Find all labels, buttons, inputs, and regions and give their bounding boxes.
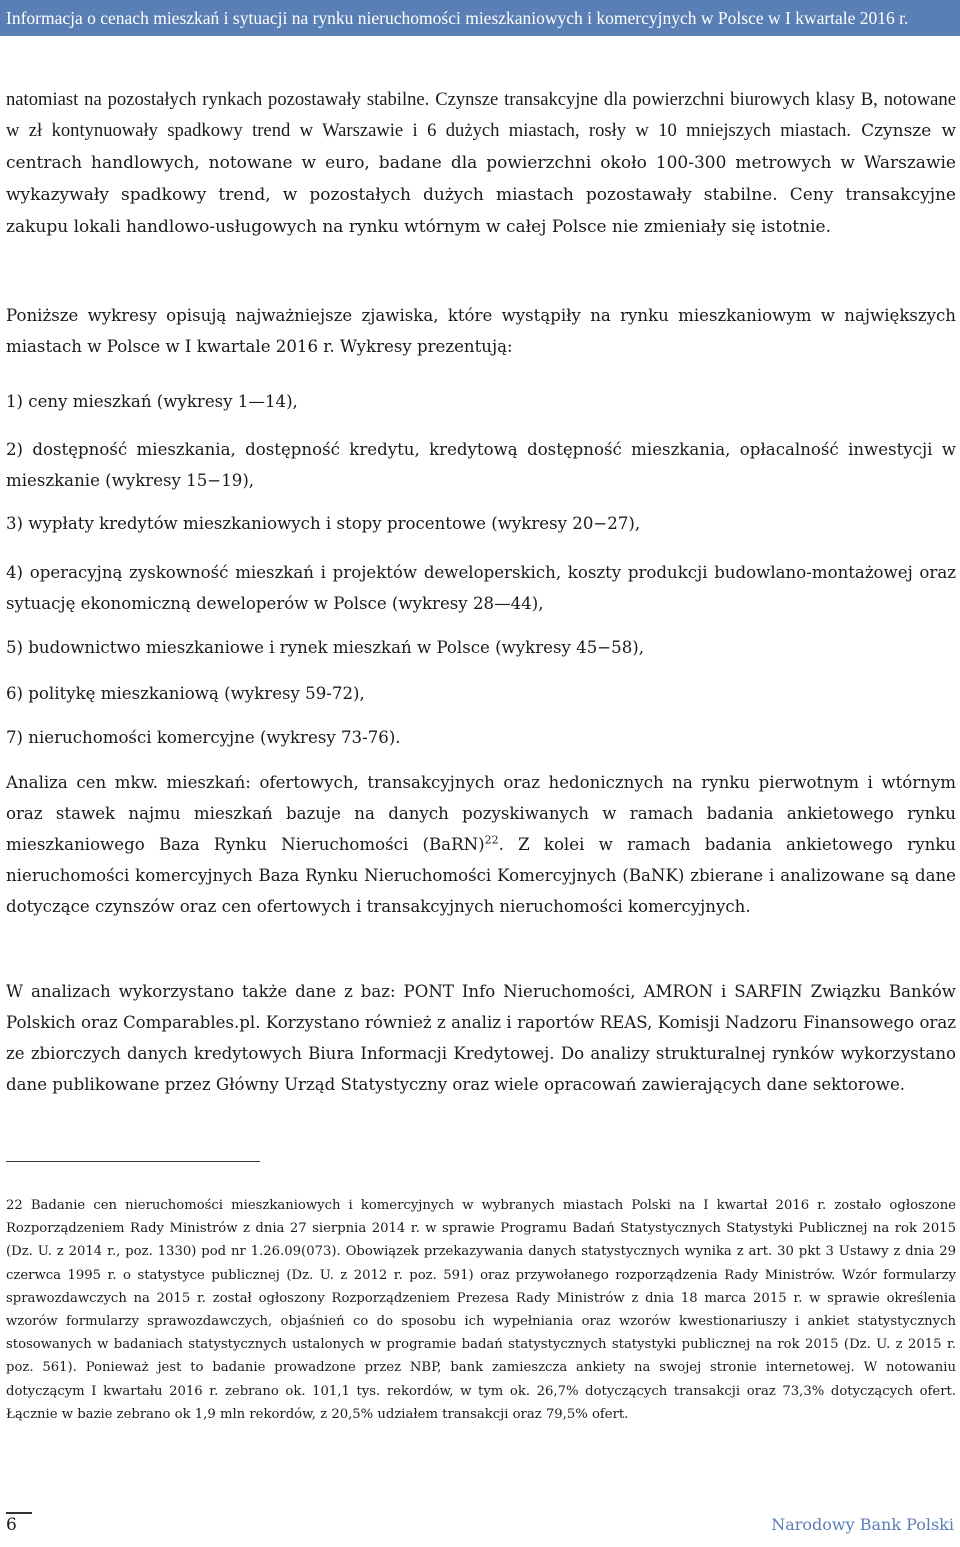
paragraph-barn-analysis-text-cont: . Z kolei w ramach badania ankietowego rynku nieruchomości komercyjnych Baza Rynku Nieruchomości Komercyjnych (BaNK) zbierane i analizowane są dane dotyczące czynszów oraz cen ofertowych i transakcyjnych nieruchomości komercyjnych. xyxy=(6,835,956,916)
list-item-6: 6) politykę mieszkaniową (wykresy 59-72), xyxy=(6,684,365,703)
list-item-2: 2) dostępność mieszkania, dostępność kredytu, kredytową dostępność mieszkania, opłacalność inwestycji w mieszkanie (wykresy 15−19), xyxy=(6,440,956,490)
list-item-4: 4) operacyjną zyskowność mieszkań i projektów deweloperskich, koszty produkcji budowlano-montażowej oraz sytuację ekonomiczną deweloperów w Polsce (wykresy 28—44), xyxy=(6,563,956,613)
list-item-5: 5) budownictwo mieszkaniowe i rynek mieszkań w Polsce (wykresy 45−58), xyxy=(6,638,645,657)
paragraph-commercial-rents xyxy=(6,84,956,243)
paragraph-charts-intro: Poniższe wykresy opisują najważniejsze zjawiska, które wystąpiły na rynku mieszkaniowym w największych miastach w Polsce w I kwartale 2016 r. Wykresy prezentują: xyxy=(6,306,956,356)
paragraph-barn-analysis-text: Analiza cen mkw. mieszkań: ofertowych, transakcyjnych oraz hedonicznych na rynku pierwotnym i wtórnym oraz stawek najmu mieszkań bazuje na danych pozyskiwanych w ramach badania ankietowego rynku mieszkaniowego Baza Rynku Nieruchomości (BaRN) xyxy=(6,773,956,854)
page-number-rule xyxy=(6,1512,32,1514)
footnote-22: 22 Badanie cen nieruchomości mieszkaniowych i komercyjnych w wybranych miastach Polski na I kwartał 2016 r. zostało ogłoszone Rozporządzeniem Rady Ministrów z dnia 27 sierpnia 2014 r. w sprawie Programu Badań Statystycznych Statystyki Publicznej na rok 2015 (Dz. U. z 2014 r., poz. 1330) pod nr 1.26.09(073). Obowiązek przekazywania danych statystycznych wynika z art. 30 pkt 3 Ustawy z dnia 29 czerwca 1995 r. o statystyce publicznej (Dz. U. z 2012 r. poz. 591) oraz przywołanego rozporządzenia Rady Ministrów. Wzór formularzy sprawozdawczych na 2015 r. został ogłoszony Rozporządzeniem Prezesa Rady Ministrów z dnia 18 marca 2015 r. w sprawie określenia wzorów formularzy sprawozdawczych, objaśnień co do sposobu ich wypełniania oraz wzorów kwestionariuszy i ankiet statystycznych stosowanych w badaniach statystycznych ustalonych w programie badań statystycznych statystyki publicznej na rok 2015 (Dz. U. z 2015 r. poz. 561). Ponieważ jest to badanie prowadzone przez NBP, bank zamieszcza ankiety na swojej stronie internetowej. W notowaniu dotyczącym I kwartału 2016 r. zebrano ok. 101,1 tys. rekordów, w tym ok. 26,7% dotyczących transakcji oraz 73,3% dotyczących ofert. Łącznie w bazie zebrano ok 1,9 mln rekordów, z 20,5% udziałem transakcji oraz 79,5% ofert. xyxy=(6,1198,956,1422)
paragraph-data-sources: W analizach wykorzystano także dane z baz: PONT Info Nieruchomości, AMRON i SARFIN Związku Banków Polskich oraz Comparables.pl. Korzystano również z analiz i raportów REAS, Komisji Nadzoru Finansowego oraz ze zbiorczych danych kredytowych Biura Informacji Kredytowej. Do analizy strukturalnej rynków wykorzystano dane publikowane przez Główny Urząd Statystyczny oraz wiele opracowań zawierających dane sektorowe. xyxy=(6,982,956,1094)
running-header: Informacja o cenach mieszkań i sytuacji na rynku nieruchomości mieszkaniowych i komercyjnych w Polsce w I kwartale 2016 r. xyxy=(0,0,960,36)
footnote-divider xyxy=(6,1161,260,1162)
list-item-3: 3) wypłaty kredytów mieszkaniowych i stopy procentowe (wykresy 20−27), xyxy=(6,514,641,533)
page-number: 6 xyxy=(6,1515,17,1535)
list-item-1: 1) ceny mieszkań (wykresy 1—14), xyxy=(6,392,298,411)
paragraph-commercial-rents-serif: natomiast na pozostałych rynkach pozostawały stabilne. Czynsze transakcyjne dla powierzchni biurowych klasy B, notowane w zł kontynuowały spadkowy trend w Warszawie i 6 dużych miastach, rosły w 10 mniejszych miastach. xyxy=(6,89,956,141)
publisher-name: Narodowy Bank Polski xyxy=(771,1515,954,1534)
paragraph-barn-analysis xyxy=(6,767,956,922)
paragraph-commercial-rents-sans: Czynsze w centrach handlowych, notowane w euro, badane dla powierzchni około 100-300 metrowych w Warszawie wykazywały spadkowy trend, w pozostałych dużych miastach pozostawały stabilne. Ceny transakcyjne zakupu lokali handlowo-usługowych na rynku wtórnym w całej Polsce nie zmieniały się istotnie. xyxy=(6,121,956,237)
list-item-7: 7) nieruchomości komercyjne (wykresy 73-76). xyxy=(6,728,401,747)
footnote-reference[interactable]: 22 xyxy=(484,833,499,847)
